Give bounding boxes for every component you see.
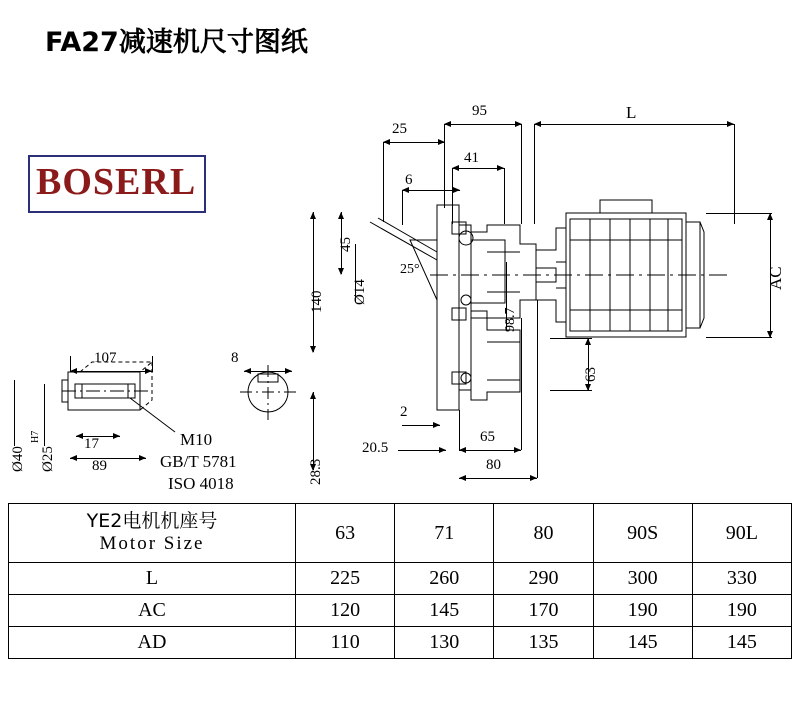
arrow-140-down bbox=[310, 346, 316, 353]
row-AC-value-2: 170 bbox=[494, 595, 593, 627]
arrow-80-left bbox=[459, 475, 466, 481]
dim-dia14: Ø14 bbox=[352, 279, 368, 305]
row-AC-value-1: 145 bbox=[395, 595, 494, 627]
row-AD-value-4: 145 bbox=[692, 627, 791, 659]
arrow-63-up bbox=[585, 338, 591, 345]
ext-25-left bbox=[383, 142, 384, 222]
arrow-80-right bbox=[530, 475, 537, 481]
dim-dia25: Ø25 bbox=[40, 446, 56, 472]
arrow-8-right bbox=[285, 368, 292, 374]
dim-63: 63 bbox=[583, 367, 599, 382]
dim-2: 2 bbox=[400, 404, 408, 420]
dimline-140 bbox=[313, 212, 314, 352]
row-label-L: L bbox=[9, 563, 296, 595]
dim-41: 41 bbox=[464, 150, 479, 166]
dim-8: 8 bbox=[231, 350, 239, 366]
row-AD-value-0: 110 bbox=[296, 627, 395, 659]
arrow-65-right bbox=[514, 447, 521, 453]
page-title: FA27减速机尺寸图纸 bbox=[45, 27, 308, 58]
arrow-95-left bbox=[444, 121, 451, 127]
header-value-90l: 90L bbox=[692, 504, 791, 563]
ext-AC-bottom bbox=[706, 337, 772, 338]
dim-25: 25 bbox=[392, 121, 407, 137]
arrow-140-up bbox=[310, 212, 316, 219]
table-row-AC bbox=[9, 595, 792, 627]
dim-140: 140 bbox=[309, 290, 325, 313]
arrow-89-left bbox=[70, 455, 77, 461]
row-L-value-4: 330 bbox=[692, 563, 791, 595]
dimline-25 bbox=[383, 142, 445, 143]
arrow-2-right bbox=[433, 422, 440, 428]
dim-45: 45 bbox=[338, 237, 354, 252]
logo-text: BOSERL bbox=[36, 161, 197, 203]
spec-table bbox=[8, 503, 792, 659]
arrow-25-left bbox=[383, 139, 390, 145]
dim-25deg: 25° bbox=[400, 262, 420, 277]
row-AC-value-0: 120 bbox=[296, 595, 395, 627]
header-label-cn: YE2电机机座号 bbox=[86, 510, 218, 533]
row-L-value-3: 300 bbox=[593, 563, 692, 595]
dim-17: 17 bbox=[84, 436, 99, 452]
ext-63-bottom bbox=[550, 390, 592, 391]
header-value-63: 63 bbox=[296, 504, 395, 563]
header-value-71: 71 bbox=[395, 504, 494, 563]
arrow-17-right bbox=[113, 433, 120, 439]
dim-98-7: 98.7 bbox=[503, 307, 518, 332]
ext-41-left bbox=[452, 168, 453, 224]
ext-L-left bbox=[534, 124, 535, 224]
table-row-header bbox=[9, 504, 792, 563]
dim-L: L bbox=[626, 103, 637, 122]
dim-80: 80 bbox=[486, 457, 501, 473]
row-label-AD: AD bbox=[9, 627, 296, 659]
arrow-89-right bbox=[139, 455, 146, 461]
dim-65: 65 bbox=[480, 429, 495, 445]
arrow-45-up bbox=[338, 212, 344, 219]
dimline-107 bbox=[70, 371, 152, 372]
dim-dia25-sup: H7 bbox=[30, 430, 41, 443]
table-row-L bbox=[9, 563, 792, 595]
row-L-value-2: 290 bbox=[494, 563, 593, 595]
arrow-L-left bbox=[534, 121, 541, 127]
arrow-28-3-up bbox=[310, 392, 316, 399]
ext-107-left bbox=[70, 356, 71, 372]
dimline-65 bbox=[459, 450, 521, 451]
arrow-107-right bbox=[145, 368, 152, 374]
ext-80-right bbox=[537, 300, 538, 478]
arrow-17-left bbox=[76, 433, 83, 439]
dim-28-3: 28.3 bbox=[308, 458, 324, 485]
dim-107: 107 bbox=[94, 350, 117, 366]
dimline-dia25 bbox=[44, 384, 45, 446]
dimline-6 bbox=[402, 190, 460, 191]
dimline-80 bbox=[459, 478, 537, 479]
ext-65-right bbox=[521, 318, 522, 450]
dimline-L bbox=[534, 124, 734, 125]
dim-89: 89 bbox=[92, 458, 107, 474]
row-AD-value-1: 130 bbox=[395, 627, 494, 659]
row-L-value-0: 225 bbox=[296, 563, 395, 595]
arrow-AC-up bbox=[767, 213, 773, 220]
dim-dia40: Ø40 bbox=[10, 446, 26, 472]
arrow-41-right bbox=[497, 165, 504, 171]
ext-L-right bbox=[734, 124, 735, 224]
arrow-8-left bbox=[244, 368, 251, 374]
header-value-90s: 90S bbox=[593, 504, 692, 563]
ext-6-left bbox=[402, 190, 403, 225]
ext-65-left bbox=[459, 410, 460, 450]
ext-95-right bbox=[521, 124, 522, 224]
ext-63-top bbox=[550, 338, 592, 339]
dim-95: 95 bbox=[472, 103, 487, 119]
row-label-AC: AC bbox=[9, 595, 296, 627]
dimline-89 bbox=[70, 458, 146, 459]
arrow-25-right bbox=[438, 139, 445, 145]
ext-41-right bbox=[504, 168, 505, 224]
header-value-80: 80 bbox=[494, 504, 593, 563]
dimline-95 bbox=[444, 124, 522, 125]
ext-AC-top bbox=[706, 213, 772, 214]
row-AD-value-3: 145 bbox=[593, 627, 692, 659]
arrow-65-left bbox=[459, 447, 466, 453]
arrow-41-left bbox=[452, 165, 459, 171]
header-label-en: Motor Size bbox=[99, 533, 205, 554]
arrow-L-right bbox=[727, 121, 734, 127]
ext-95-left bbox=[444, 124, 445, 208]
row-AC-value-3: 190 bbox=[593, 595, 692, 627]
dimline-dia40 bbox=[14, 380, 15, 446]
arrow-20-5-right bbox=[439, 447, 446, 453]
row-AD-value-2: 135 bbox=[494, 627, 593, 659]
ext-107-right bbox=[152, 356, 153, 372]
dimline-63 bbox=[588, 338, 589, 390]
arrow-107-left bbox=[70, 368, 77, 374]
note-m10: M10 bbox=[180, 430, 213, 449]
note-iso: ISO 4018 bbox=[168, 474, 234, 493]
row-L-value-1: 260 bbox=[395, 563, 494, 595]
row-AC-value-4: 190 bbox=[692, 595, 791, 627]
header-label-cell bbox=[9, 504, 296, 563]
note-gbt: GB/T 5781 bbox=[160, 452, 237, 471]
dim-AC: AC bbox=[766, 266, 785, 290]
dim-20-5: 20.5 bbox=[362, 440, 389, 456]
arrow-45-down bbox=[338, 268, 344, 275]
dim-6: 6 bbox=[405, 172, 413, 188]
arrow-6-right bbox=[453, 187, 460, 193]
table-row-AD bbox=[9, 627, 792, 659]
